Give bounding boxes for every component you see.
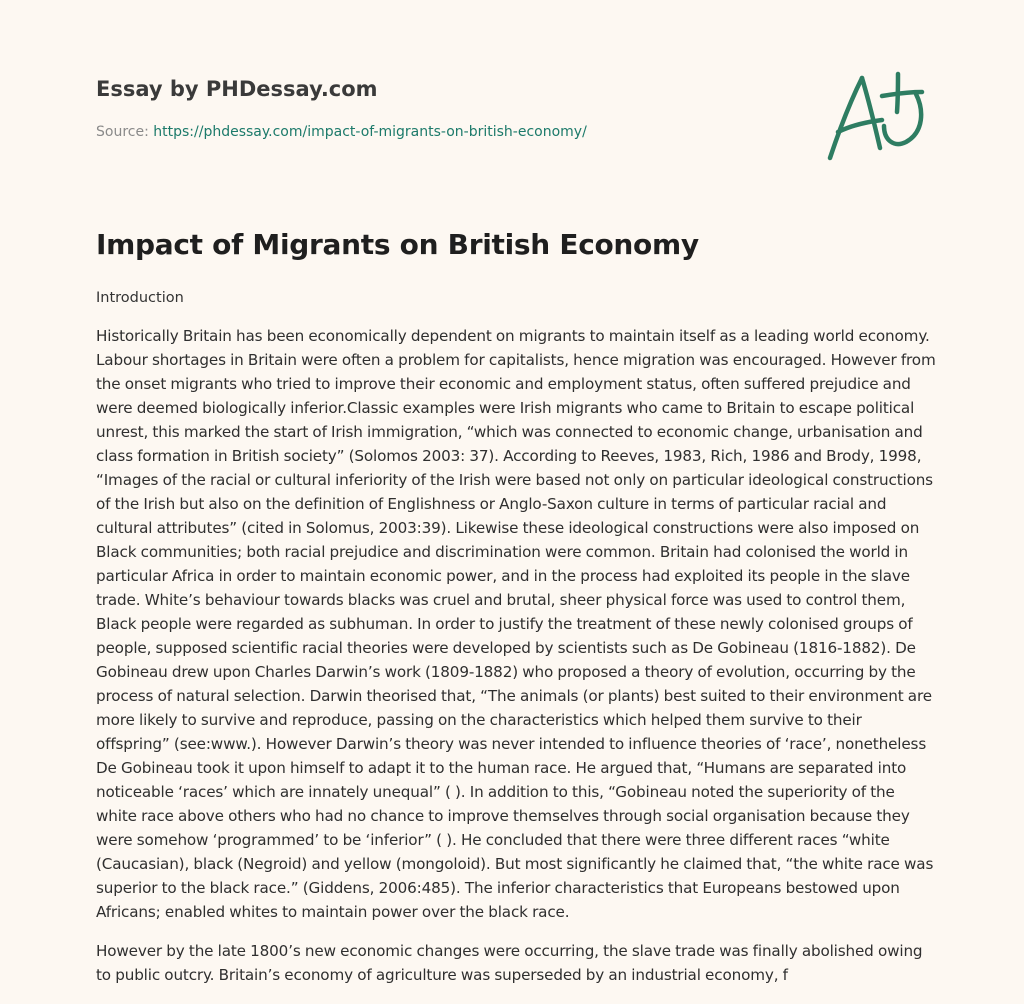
essay-paragraph: Historically Britain has been economically dependent on migrants to maintain itself as a leading world economy. Labour shortages in Britain were often a problem for capitalists, hence migration was encouraged. However from the onset migrants who tried to improve their economic and employment status, often suffered prejudice and were deemed biologically inferior.Classic examples were Irish migrants who came to Britain to escape political unrest, this marked the start of Irish immigration, “which was connected to economic change, urbanisation and class formation in British society” (Solomos 2003: 37). According to Reeves, 1983, Rich, 1986 and Brody, 1998, “Images of the racial or cultural inferiority of the Irish were based not only on particular ideological constructions of the Irish but also on the definition of Englishness or Anglo-Saxon culture in terms of particular racial and cultural attributes” (cited in Solomus, 2003:39). Likewise these ideological constructions were also imposed on Black communities; both racial prejudice and discrimination were common. Britain had colonised the world in particular Africa in order to maintain economic power, and in the process had exploited its people in the slave trade. White’s behaviour towards blacks was cruel and brutal, sheer physical force was used to control them, Black people were regarded as subhuman. In order to justify the treatment of these newly colonised groups of people, supposed scientific racial theories were developed by scientists such as De Gobineau (1816-1882). De Gobineau drew upon Charles Darwin’s work (1809-1882) who proposed a theory of evolution, occurring by the process of natural selection. Darwin theorised that, “The animals (or plants) best suited to their environment are more likely to survive and reproduce, passing on the characteristics which helped them survive to their offspring” (see:www.). However Darwin’s theory was never intended to influence theories of ‘race’, nonetheless De Gobineau took it upon himself to adapt it to the human race. He argued that, “Humans are separated into noticeable ‘races’ which are innately unequal” ( ). In addition to this, “Gobineau noted the superiority of the white race above others who had no chance to improve themselves through social organisation because they were somehow ‘programmed’ to be ‘inferior” ( ). He concluded that there were three different races “white (Caucasian), black (Negroid) and yellow (mongoloid). But most significantly he claimed that, “the white race was superior to the black race.” (Giddens, 2006:485). The inferior characteristics that Europeans bestowed upon Africans; enabled whites to maintain power over the black race. <box>96 327 936 921</box>
essay-content <box>96 226 936 1002</box>
essay-title: Impact of Migrants on British Economy <box>96 228 699 261</box>
source-link[interactable]: https://phdessay.com/impact-of-migrants-on-british-economy/ <box>153 124 587 140</box>
site-title: Essay by PHDessay.com <box>96 77 378 101</box>
a-plus-logo-icon <box>824 70 928 164</box>
source-line <box>96 122 796 142</box>
section-heading: Introduction <box>96 290 184 306</box>
essay-paragraph: However by the late 1800’s new economic changes were occurring, the slave trade was finally abolished owing to public outcry. Britain’s economy of agriculture was superseded by an industrial economy, f <box>96 942 923 985</box>
source-label: Source: <box>96 124 154 140</box>
page-header <box>96 74 796 142</box>
